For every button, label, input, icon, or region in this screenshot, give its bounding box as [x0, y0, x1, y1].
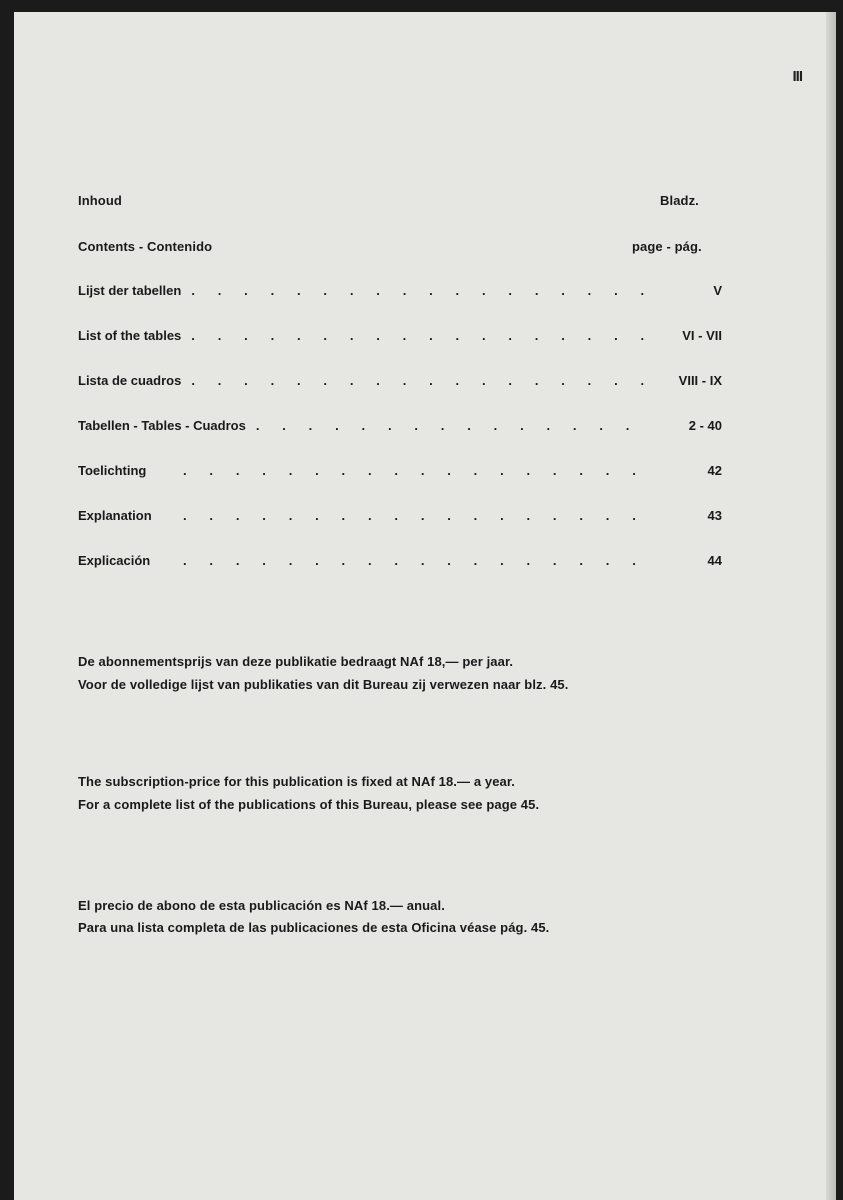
toc-heading-nl: Inhoud — [78, 193, 122, 208]
subscription-note-nl-line1: De abonnementsprijs van deze publikatie bedraagt NAf 18,— per jaar. — [78, 654, 514, 669]
dot-leader — [183, 508, 648, 523]
toc-column-heading-en-es: page - pág. — [632, 239, 702, 254]
subscription-note-en-line2: For a complete list of the publications of this Bureau, please see page 45. — [78, 797, 540, 812]
page-edge — [826, 12, 836, 1200]
toc-entry — [78, 463, 722, 481]
toc-column-heading-nl: Bladz. — [660, 193, 699, 208]
dot-leader — [183, 463, 648, 478]
toc-entry-label: List of the tables — [78, 328, 182, 343]
toc-entry-page: 43 — [707, 508, 722, 523]
dot-leader — [183, 553, 648, 568]
toc-entry — [78, 418, 722, 436]
toc-entry-page: 44 — [707, 553, 722, 568]
subscription-note-es-line2: Para una lista completa de las publicaciones de esta Oficina véase pág. 45. — [78, 920, 550, 935]
toc-entry-page: 2 - 40 — [688, 418, 722, 433]
toc-entry — [78, 328, 722, 346]
toc-heading-en-es: Contents - Contenido — [78, 239, 213, 254]
toc-entry-page: 42 — [707, 463, 722, 478]
toc-entry — [78, 373, 722, 391]
toc-entry — [78, 553, 722, 571]
document-page — [14, 12, 836, 1200]
toc-entry-label: Toelichting — [78, 463, 147, 478]
toc-entry-page: VIII - IX — [678, 373, 722, 388]
toc-entry — [78, 508, 722, 526]
dot-leader — [191, 328, 648, 343]
toc-entry — [78, 283, 722, 301]
subscription-note-en-line1: The subscription-price for this publication is fixed at NAf 18.— a year. — [78, 774, 516, 789]
toc-entry-label: Lista de cuadros — [78, 373, 182, 388]
toc-entry-page: V — [713, 283, 722, 298]
toc-entry-label: Tabellen - Tables - Cuadros — [78, 418, 246, 433]
dot-leader — [256, 418, 648, 433]
toc-entry-label: Explicación — [78, 553, 151, 568]
toc-entry-label: Lijst der tabellen — [78, 283, 182, 298]
toc-entry-page: VI - VII — [682, 328, 722, 343]
subscription-note-nl-line2: Voor de volledige lijst van publikaties van dit Bureau zij verwezen naar blz. 45. — [78, 677, 569, 692]
subscription-note-es-line1: El precio de abono de esta publicación es NAf 18.— anual. — [78, 898, 445, 913]
page-number: III — [792, 68, 802, 85]
toc-entry-label: Explanation — [78, 508, 152, 523]
dot-leader — [191, 373, 648, 388]
dot-leader — [191, 283, 648, 298]
